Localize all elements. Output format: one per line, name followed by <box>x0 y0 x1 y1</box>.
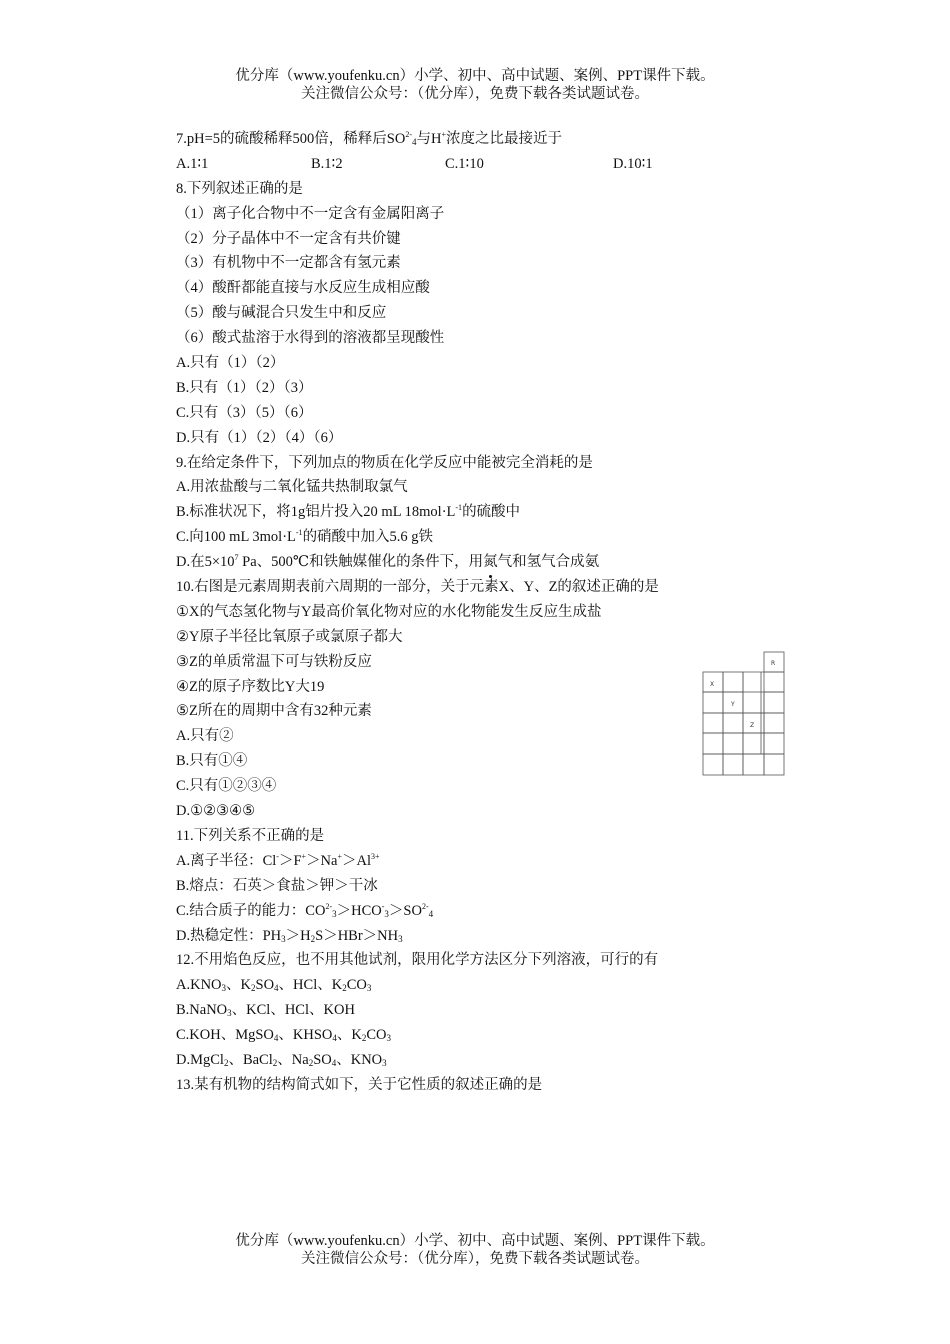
q11-option-d: D.热稳定性：$PH_3>H_2S>HBr>NH_3$ <box>176 927 403 944</box>
q8-statement-2: （2）分子晶体中不一定含有共价键 <box>176 230 401 247</box>
element-label-x: X <box>710 681 715 688</box>
q10-option-a: A.只有② <box>176 728 234 745</box>
q11-stem: 11.下列关系不正确的是 <box>176 827 325 844</box>
periodic-table-figure <box>702 651 786 776</box>
q8-statement-1: （1）离子化合物中不一定含有金属阳离子 <box>176 205 445 222</box>
periodic-table-grid <box>702 651 786 776</box>
element-label-y: Y <box>731 701 735 708</box>
q7-stem: 7.pH=5的硫酸稀释500倍，稀释后$SO^{2-}_4$与H+浓度之比最接近于 <box>176 130 562 147</box>
q9-stem: 9.在给定条件下，下列加点的物质在化学反应中能被完全消耗的是 <box>176 454 593 471</box>
q8-option-a: A.只有（1）（2） <box>176 355 285 372</box>
q8-statement-6: （6）酸式盐溶于水得到的溶液都呈现酸性 <box>176 330 445 347</box>
emphasis-dot-char: 氮 <box>483 550 498 575</box>
q8-stem: 8.下列叙述正确的是 <box>176 180 303 197</box>
header-line-1: 优分库（www.youfenku.cn）小学、初中、高中试题、案例、PPT课件下载。 <box>235 68 715 84</box>
q10-option-b: B.只有①④ <box>176 753 248 770</box>
q9-option-d: D.在$5\times 10^7$ Pa、500℃和铁触媒催化的条件下，用氮气和氢气合成氨 <box>176 550 776 575</box>
q8-option-d: D.只有（1）（2）（4）（6） <box>176 429 343 446</box>
q10-statement-2: ②Y原子半径比氧原子或氯原子都大 <box>176 628 403 645</box>
q8-statement-5: （5）酸与碱混合只发生中和反应 <box>176 305 387 322</box>
q10-statement-5: ⑤Z所在的周期中含有32种元素 <box>176 703 372 720</box>
q8-option-c: C.只有（3）（5）（6） <box>176 404 313 421</box>
q11-option-b: B.熔点：石英＞食盐＞钾＞干冰 <box>176 877 378 894</box>
q8-statement-4: （4）酸酐都能直接与水反应生成相应酸 <box>176 280 430 297</box>
q10-option-d: D.①②③④⑤ <box>176 803 256 820</box>
q10-option-c: C.只有①②③④ <box>176 778 277 795</box>
q10-stem: 10.右图是元素周期表前六周期的一部分，关于元素X、Y、Z的叙述正确的是 <box>176 579 659 596</box>
question-content <box>176 127 776 1098</box>
q7-option-a: A.1∶1 <box>176 155 209 172</box>
page-footer <box>0 1232 950 1268</box>
q10-statement-3: ③Z的单质常温下可与铁粉反应 <box>176 653 372 670</box>
q12-option-d: D.MgCl$_2$、BaCl$_2$、$Na_2SO_4$、$KNO_3$ <box>176 1051 387 1068</box>
q12-option-c: C.KOH、MgSO$_4$、$KHSO_4$、$K_2CO_3$ <box>176 1027 392 1044</box>
q12-option-b: B.NaNO$_3$、KCl、HCl、KOH <box>176 1002 355 1019</box>
q12-option-a: $A.KNO_3$、$K_2SO_4$、HCl、$K_2CO_3$ <box>176 977 372 994</box>
q12-stem: 12.不用焰色反应，也不用其他试剂，限用化学方法区分下列溶液，可行的有 <box>176 952 659 969</box>
element-label-r: R <box>771 660 776 667</box>
q11-option-a: A.离子半径：$Cl^->F^+>Na^+>Al^{3+}$ <box>176 851 380 869</box>
q7-options <box>176 152 776 177</box>
q8-option-b: B.只有（1）（2）（3） <box>176 379 313 396</box>
q11-option-c: C.结合质子的能力：$CO^{2-}_3>HCO^-_3>SO^{2-}_4$ <box>176 901 434 919</box>
footer-line-1: 优分库（www.youfenku.cn）小学、初中、高中试题、案例、PPT课件下载。 <box>235 1233 715 1249</box>
q7-option-b: B.1∶2 <box>311 155 343 172</box>
q9-option-c: C.向100 mL $3mol\cdot L^{-1}$的硝酸中加入5.6 g铁 <box>176 528 434 546</box>
element-label-z: Z <box>750 722 755 729</box>
q7-option-c: C.1∶10 <box>445 155 484 172</box>
page-header <box>0 67 950 103</box>
header-line-2: 关注微信公众号：（优分库），免费下载各类试题试卷。 <box>301 86 649 102</box>
q7-option-d: D.10∶1 <box>613 155 653 172</box>
q13-stem: 13.某有机物的结构简式如下，关于它性质的叙述正确的是 <box>176 1076 543 1093</box>
q9-option-a: A.用浓盐酸与二氧化锰共热制取氯气 <box>176 479 408 496</box>
q9-option-b: B.标准状况下，将1g铝片投入20 mL $18mol\cdot L^{-1}$的硫酸中 <box>176 503 521 521</box>
footer-line-2: 关注微信公众号：（优分库），免费下载各类试题试卷。 <box>301 1251 649 1267</box>
q10-statement-4: ④Z的原子序数比Y大19 <box>176 678 325 695</box>
q8-statement-3: （3）有机物中不一定都含有氢元素 <box>176 255 401 272</box>
q10-statement-1: ①X的气态氢化物与Y最高价氧化物对应的水化物能发生反应生成盐 <box>176 603 602 620</box>
